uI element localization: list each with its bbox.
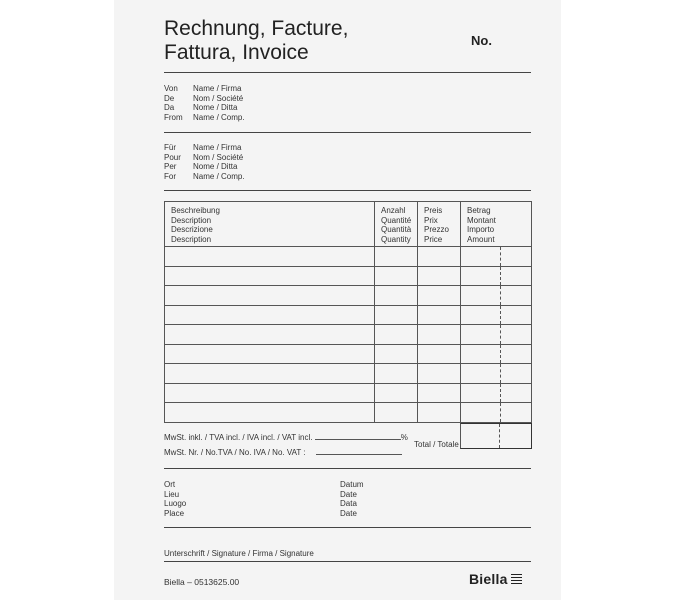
to-key: For <box>164 171 176 181</box>
header-quantity: Anzahl Quantité Quantità Quantity <box>375 202 418 247</box>
vat-number-line <box>164 448 402 457</box>
cell-price[interactable] <box>418 247 461 267</box>
divider <box>164 132 531 133</box>
table-header-row <box>165 202 532 247</box>
cell-price[interactable] <box>418 364 461 384</box>
table-row <box>165 266 532 286</box>
table-row <box>165 383 532 403</box>
table-row <box>165 325 532 345</box>
vat-number-field[interactable] <box>316 454 402 455</box>
page-title <box>164 17 348 65</box>
from-value: Nome / Ditta <box>193 103 238 113</box>
cell-description[interactable] <box>165 325 375 345</box>
logo-lines-icon <box>511 573 522 586</box>
cell-quantity[interactable] <box>375 383 418 403</box>
from-value: Name / Comp. <box>193 112 245 122</box>
cell-price[interactable] <box>418 403 461 423</box>
cell-quantity[interactable] <box>375 266 418 286</box>
vat-number-label: MwSt. Nr. / No.TVA / No. IVA / No. VAT : <box>164 448 306 457</box>
date-label: Data <box>340 499 357 509</box>
cell-quantity[interactable] <box>375 305 418 325</box>
place-label: Lieu <box>164 489 180 499</box>
table-row <box>165 305 532 325</box>
cell-quantity[interactable] <box>375 325 418 345</box>
to-value: Name / Firma <box>193 143 242 152</box>
divider <box>164 468 531 469</box>
from-value: Name / Firma <box>193 84 242 93</box>
from-key: De <box>164 93 175 103</box>
to-key: Für <box>164 143 176 152</box>
header-amount: Betrag Montant Importo Amount <box>461 202 532 247</box>
to-value: Nom / Société <box>193 152 244 162</box>
table-row <box>165 403 532 423</box>
total-label: Total / Totale <box>414 440 459 449</box>
date-block <box>340 480 364 518</box>
cell-description[interactable] <box>165 247 375 267</box>
to-value: Nome / Ditta <box>193 162 238 172</box>
title-line-1: Rechnung, Facture, <box>164 17 349 40</box>
date-label: Date <box>340 508 357 518</box>
header-description: Beschreibung Description Descrizione Description <box>165 202 375 247</box>
invoice-sheet <box>114 0 561 600</box>
product-code: Biella – 0513625.00 <box>164 577 240 587</box>
title-line-2: Fattura, Invoice <box>164 41 309 64</box>
cell-amount[interactable] <box>461 266 532 286</box>
from-key: Da <box>164 103 175 113</box>
percent-sign: % <box>400 433 408 442</box>
cell-price[interactable] <box>418 266 461 286</box>
cell-price[interactable] <box>418 344 461 364</box>
cell-description[interactable] <box>165 286 375 306</box>
cell-quantity[interactable] <box>375 247 418 267</box>
cell-amount[interactable] <box>461 364 532 384</box>
place-block <box>164 480 186 518</box>
table-row <box>165 286 532 306</box>
cell-amount[interactable] <box>461 344 532 364</box>
cell-quantity[interactable] <box>375 344 418 364</box>
place-label: Ort <box>164 480 176 489</box>
divider <box>164 190 531 191</box>
to-key: Pour <box>164 152 181 162</box>
cell-price[interactable] <box>418 383 461 403</box>
table-row <box>165 364 532 384</box>
cell-quantity[interactable] <box>375 286 418 306</box>
from-value: Nom / Société <box>193 93 244 103</box>
from-key: Von <box>164 84 178 93</box>
table-row <box>165 247 532 267</box>
cell-amount[interactable] <box>461 383 532 403</box>
table-row <box>165 344 532 364</box>
cell-description[interactable] <box>165 403 375 423</box>
from-block <box>164 84 245 122</box>
place-label: Place <box>164 508 185 518</box>
date-label: Datum <box>340 480 364 489</box>
to-key: Per <box>164 162 177 172</box>
cell-amount[interactable] <box>461 403 532 423</box>
cell-description[interactable] <box>165 344 375 364</box>
to-value: Name / Comp. <box>193 171 245 181</box>
date-label: Date <box>340 489 357 499</box>
cell-quantity[interactable] <box>375 364 418 384</box>
divider <box>164 72 531 73</box>
cell-price[interactable] <box>418 286 461 306</box>
cell-description[interactable] <box>165 383 375 403</box>
cell-amount[interactable] <box>461 305 532 325</box>
line-items-table <box>164 201 532 423</box>
vat-included-label: MwSt. inkl. / TVA incl. / IVA incl. / VAT incl. <box>164 433 313 442</box>
cell-amount[interactable] <box>461 247 532 267</box>
invoice-number-label: No. <box>471 33 492 48</box>
cell-amount[interactable] <box>461 325 532 345</box>
cell-description[interactable] <box>165 364 375 384</box>
signature-line[interactable] <box>164 561 531 562</box>
total-amount-field[interactable] <box>460 423 532 449</box>
cell-amount[interactable] <box>461 286 532 306</box>
to-block <box>164 143 245 181</box>
brand-logo: Biella <box>469 571 522 587</box>
signature-label: Unterschrift / Signature / Firma / Signature <box>164 549 314 558</box>
divider <box>164 527 531 528</box>
cell-price[interactable] <box>418 305 461 325</box>
from-key: From <box>164 112 183 122</box>
cell-description[interactable] <box>165 266 375 286</box>
vat-percent-field[interactable] <box>315 439 401 440</box>
cell-description[interactable] <box>165 305 375 325</box>
header-price: Preis Prix Prezzo Price <box>418 202 461 247</box>
vat-included-line <box>164 433 408 442</box>
place-label: Luogo <box>164 499 187 509</box>
cell-price[interactable] <box>418 325 461 345</box>
cell-quantity[interactable] <box>375 403 418 423</box>
